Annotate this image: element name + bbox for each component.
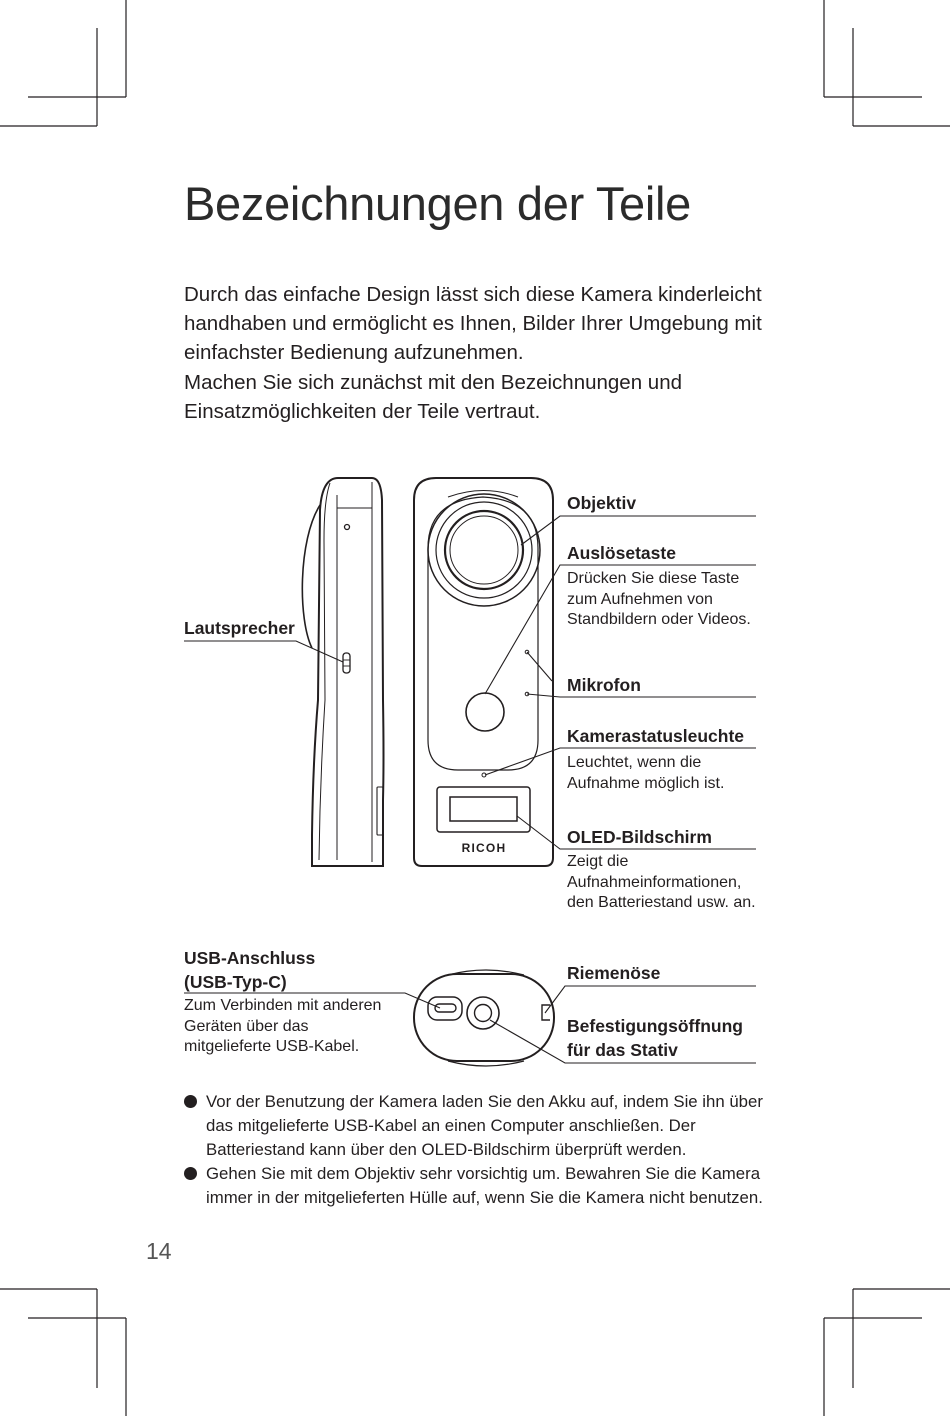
note-text: Vor der Benutzung der Kamera laden Sie den Akku auf, indem Sie ihn über das mitgelieferte USB-Kabel an einen Computer anschließen. Der Batteriestand kann über den OLED-Bildschirm überprüft werden. xyxy=(206,1092,763,1159)
desc-oled-bildschirm: Zeigt die Aufnahmeinformationen, den Batteriestand usw. an. xyxy=(567,853,756,912)
label-stativ-1: Befestigungsöffnung xyxy=(567,1016,743,1036)
page-number: 14 xyxy=(146,1238,172,1264)
label-mikrofon: Mikrofon xyxy=(567,675,641,695)
note-item xyxy=(184,1090,764,1162)
intro-paragraph: Durch das einfache Design lässt sich diese Kamera kinderleicht handhaben und ermöglicht es Ihnen, Bilder Ihrer Umgebung mit einfachster Bedienung aufzunehmen. xyxy=(184,283,762,365)
note-item xyxy=(184,1162,764,1210)
note-text: Gehen Sie mit dem Objektiv sehr vorsichtig um. Bewahren Sie die Kamera immer in der mitgelieferten Hülle auf, wenn Sie die Kamera nicht benutzen. xyxy=(206,1164,763,1207)
intro-paragraph: Machen Sie sich zunächst mit den Bezeichnungen und Einsatzmöglichkeiten der Teile vertraut. xyxy=(184,370,683,423)
bullet-icon xyxy=(184,1167,197,1180)
label-objektiv: Objektiv xyxy=(567,493,637,513)
page-title: Bezeichnungen der Teile xyxy=(184,177,692,230)
label-ausloesetaste: Auslösetaste xyxy=(567,543,676,563)
label-usb-anschluss: USB-Anschluss xyxy=(184,948,316,968)
intro-text xyxy=(184,280,764,426)
camera-bottom-view xyxy=(414,970,554,1066)
label-kamerastatusleuchte: Kamerastatusleuchte xyxy=(567,726,745,746)
desc-ausloesetaste: Drücken Sie diese Taste zum Aufnehmen von Standbildern oder Videos. xyxy=(567,570,751,629)
label-riemenoese: Riemenöse xyxy=(567,963,661,983)
desc-usb-anschluss: Zum Verbinden mit anderen Geräten über das mitgelieferte USB-Kabel. xyxy=(184,997,382,1056)
bullet-icon xyxy=(184,1095,197,1108)
desc-kamerastatusleuchte: Leuchtet, wenn die Aufnahme möglich ist. xyxy=(567,754,725,792)
camera-side-view xyxy=(302,478,383,866)
label-lautsprecher: Lautsprecher xyxy=(184,618,295,638)
notes-list xyxy=(184,1090,764,1210)
label-oled-bildschirm: OLED-Bildschirm xyxy=(567,827,712,847)
label-stativ-2: für das Stativ xyxy=(567,1040,678,1060)
label-usb-typ: (USB-Typ-C) xyxy=(184,972,287,992)
brand-logo: RICOH xyxy=(461,841,507,855)
